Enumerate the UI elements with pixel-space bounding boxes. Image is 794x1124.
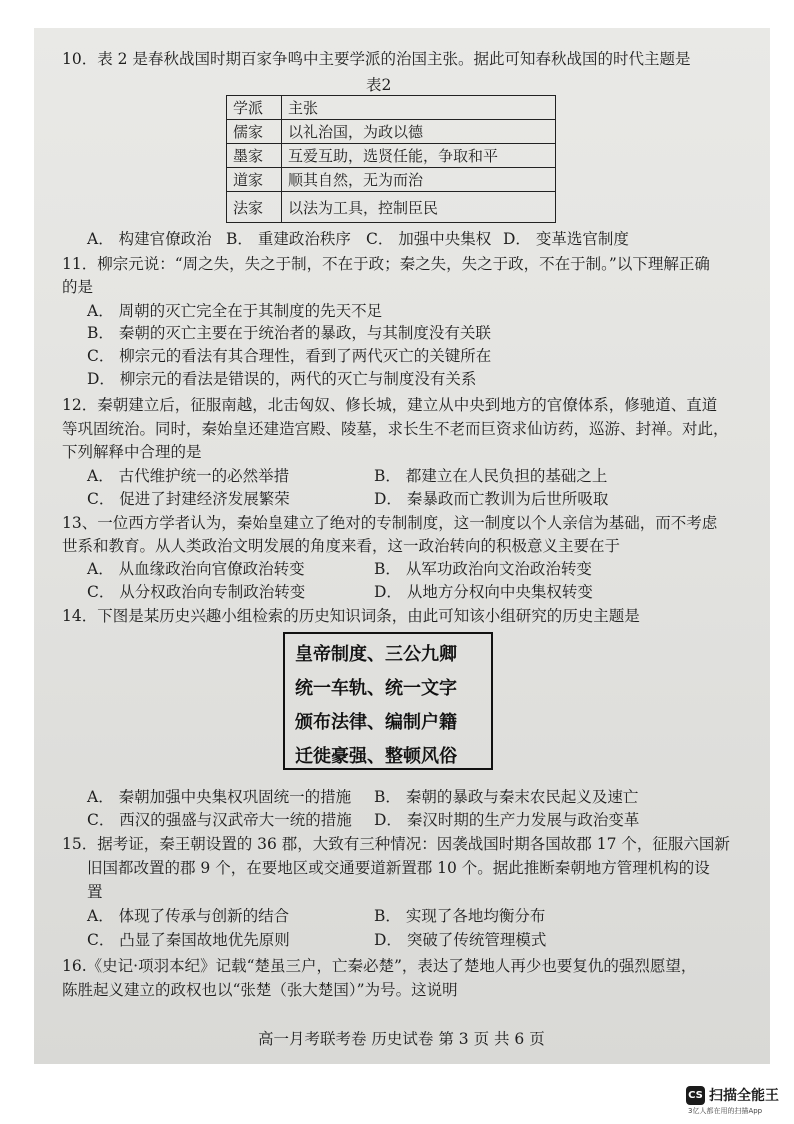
watermark-tagline: 3亿人都在用的扫描App	[688, 1107, 763, 1115]
table-cell: 互爱互助，选贤任能，争取和平	[282, 144, 556, 168]
table-2	[226, 95, 556, 223]
question-12-option-d: D． 秦暴政而亡教训为后世所吸取	[374, 490, 609, 508]
table-cell: 法家	[227, 192, 282, 223]
question-12-stem-cont: 等巩固统治。同时，秦始皇还建造宫殿、陵墓，求长生不老而巨资求仙访药，巡游、封禅。对此，	[62, 420, 729, 438]
question-10-option-b: B． 重建政治秩序	[226, 230, 351, 248]
scanner-watermark	[686, 1084, 786, 1116]
table-cell: 儒家	[227, 120, 282, 144]
question-11-option-b: B． 秦朝的灭亡主要在于统治者的暴政，与其制度没有关联	[87, 324, 491, 342]
question-15-option-d: D． 突破了传统管理模式	[374, 931, 547, 949]
question-13-option-c: C． 从分权政治向专制政治转变	[87, 583, 306, 601]
table-header-cell: 学派	[227, 96, 282, 120]
question-14-stem: 14．下图是某历史兴趣小组检索的历史知识词条，由此可知该小组研究的历史主题是	[62, 607, 640, 625]
table-row	[227, 144, 556, 168]
question-11-stem: 11．柳宗元说：“周之失，失之于制，不在于政；秦之失，失之于政，不在于制。”以下理解正确	[62, 255, 710, 273]
question-11-option-c: C． 柳宗元的看法有其合理性，看到了两代灭亡的关键所在	[87, 347, 492, 365]
page-footer: 高一月考联考卷 历史试卷 第 3 页 共 6 页	[258, 1030, 545, 1048]
table-cell: 道家	[227, 168, 282, 192]
question-10-option-a: A． 构建官僚政治	[87, 230, 212, 248]
question-13-stem-cont: 世系和教育。从人类政治文明发展的角度来看，这一政治转向的积极意义主要在于	[62, 537, 621, 555]
question-16-stem: 16.《史记·项羽本纪》记载“楚虽三户，亡秦必楚”，表达了楚地人再少也要复仇的强烈愿望，	[62, 957, 697, 975]
knowledge-terms-box	[283, 632, 493, 770]
question-15-stem: 15．据考证，秦王朝设置的 36 郡，大致有三种情况：因袭战国时期各国故郡 17 个，征服六国新	[62, 835, 730, 853]
table-row	[227, 168, 556, 192]
term-line: 皇帝制度、三公九卿	[295, 644, 457, 665]
table-cell: 以礼治国，为政以德	[282, 120, 556, 144]
question-11-stem-cont: 的是	[62, 278, 94, 296]
watermark-name: 扫描全能王	[709, 1088, 779, 1104]
question-13-option-b: B． 从军功政治向文治政治转变	[374, 560, 592, 578]
question-12-option-a: A． 古代维护统一的必然举措	[87, 467, 290, 485]
question-10-option-c: C． 加强中央集权	[366, 230, 492, 248]
question-11-option-a: A． 周朝的灭亡完全在于其制度的先天不足	[87, 302, 383, 320]
term-line: 迁徙豪强、整顿风俗	[295, 746, 457, 767]
question-16-stem-cont: 陈胜起义建立的政权也以“张楚（张大楚国）”为号。这说明	[62, 981, 458, 999]
question-12-option-b: B． 都建立在人民负担的基础之上	[374, 467, 608, 485]
question-12-option-c: C． 促进了封建经济发展繁荣	[87, 490, 290, 508]
question-14-option-c: C． 西汉的强盛与汉武帝大一统的措施	[87, 811, 352, 829]
question-12-stem-cont: 下列解释中合理的是	[62, 443, 202, 461]
table-header-cell: 主张	[282, 96, 556, 120]
question-15-option-b: B． 实现了各地均衡分布	[374, 907, 546, 925]
term-line: 统一车轨、统一文字	[295, 678, 457, 699]
camscanner-logo-icon: CS	[686, 1086, 705, 1105]
question-14-option-d: D． 秦汉时期的生产力发展与政治变革	[374, 811, 640, 829]
question-10-stem: 10．表 2 是春秋战国时期百家争鸣中主要学派的治国主张。据此可知春秋战国的时代主题是	[62, 50, 691, 68]
table-2-caption: 表2	[366, 76, 392, 94]
table-header-row	[227, 96, 556, 120]
question-15-option-a: A． 体现了传承与创新的结合	[87, 907, 290, 925]
question-13-stem: 13、一位西方学者认为，秦始皇建立了绝对的专制制度，这一制度以个人亲信为基础，而不考虑	[62, 514, 718, 532]
term-line: 颁布法律、编制户籍	[295, 712, 457, 733]
table-cell: 顺其自然，无为而治	[282, 168, 556, 192]
question-11-option-d: D． 柳宗元的看法是错误的，两代的灭亡与制度没有关系	[87, 370, 477, 388]
question-15-stem-cont: 置	[87, 883, 103, 901]
table-cell: 以法为工具，控制臣民	[282, 192, 556, 223]
question-13-option-d: D． 从地方分权向中央集权转变	[374, 583, 593, 601]
table-row	[227, 120, 556, 144]
table-cell: 墨家	[227, 144, 282, 168]
question-10-option-d: D． 变革选官制度	[503, 230, 629, 248]
question-14-option-b: B． 秦朝的暴政与秦末农民起义及速亡	[374, 788, 639, 806]
question-15-option-c: C． 凸显了秦国故地优先原则	[87, 931, 290, 949]
question-13-option-a: A． 从血缘政治向官僚政治转变	[87, 560, 305, 578]
table-row	[227, 192, 556, 223]
question-12-stem: 12．秦朝建立后，征服南越，北击匈奴、修长城，建立从中央到地方的官僚体系，修驰道、直道	[62, 396, 718, 414]
question-15-stem-cont: 旧国都改置的郡 9 个，在要地区或交通要道新置郡 10 个。据此推断秦朝地方管理机构的设	[87, 859, 710, 877]
question-14-option-a: A． 秦朝加强中央集权巩固统一的措施	[87, 788, 352, 806]
